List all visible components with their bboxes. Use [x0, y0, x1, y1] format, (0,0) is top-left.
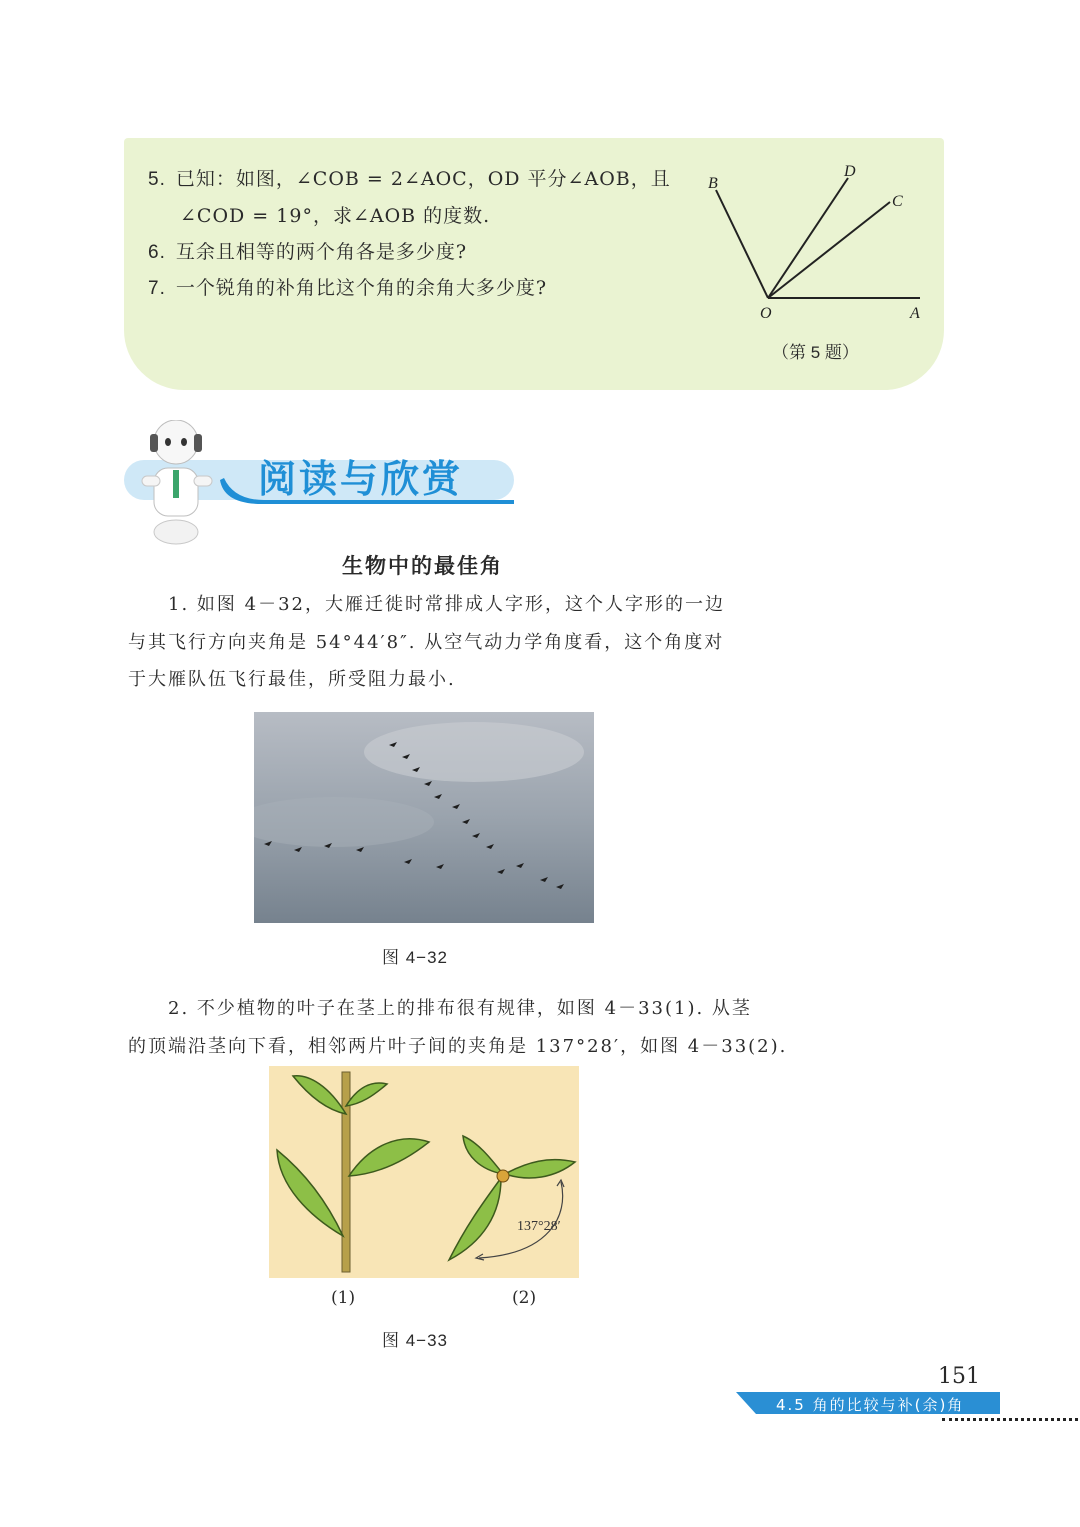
angle-label: 137°28′	[517, 1219, 561, 1234]
para1-line1: 1. 如图 4－32，大雁迁徙时常排成人字形，这个人字形的一边	[168, 594, 725, 615]
ray-ob	[716, 190, 768, 298]
para1-line3: 于大雁队伍飞行最佳，所受阻力最小.	[128, 669, 456, 690]
exercise-7	[148, 273, 547, 300]
exercise-6-number: 6.	[148, 242, 166, 263]
exercise-7-text: 一个锐角的补角比这个角的余角大多少度?	[175, 277, 548, 299]
exercise-6-text: 互余且相等的两个角各是多少度?	[175, 241, 468, 263]
mascot-icon	[142, 420, 212, 544]
figure-5-caption: （第 5 题）	[772, 343, 859, 362]
page-number: 151	[938, 1364, 980, 1389]
para2-line1: 2. 不少植物的叶子在茎上的排布很有规律，如图 4－33(1). 从茎	[168, 998, 752, 1019]
geese-photo	[254, 712, 594, 923]
para2-line2: 的顶端沿茎向下看，相邻两片叶子间的夹角是 137°28′，如图 4－33(2).	[128, 1036, 788, 1057]
label-b: B	[708, 175, 718, 192]
figure-4-32-caption: 图 4−32	[382, 948, 449, 967]
exercise-5-text: 已知：如图，∠COB = 2∠AOC，OD 平分∠AOB，且	[175, 168, 671, 190]
footer-dotted-line	[942, 1418, 1078, 1421]
exercise-5-number: 5.	[148, 169, 166, 190]
exercise-7-number: 7.	[148, 278, 166, 299]
exercise-5-line1	[148, 164, 671, 191]
label-a: A	[910, 305, 920, 322]
angle-figure-5	[700, 160, 940, 330]
reading-title: 生物中的最佳角	[342, 554, 503, 578]
label-c: C	[892, 193, 903, 210]
figure-4-33-sub1: (1)	[331, 1288, 356, 1308]
ray-od	[768, 178, 848, 298]
figure-4-33-sub2: (2)	[512, 1288, 537, 1308]
section-footer-text: 4.5 角的比较与补(余)角	[776, 1396, 965, 1414]
banner-title: 阅读与欣赏	[258, 457, 464, 501]
label-d: D	[844, 163, 856, 180]
figure-4-33-caption: 图 4−33	[382, 1331, 449, 1350]
plant-leaves-figure	[269, 1066, 579, 1278]
exercise-5-line2: ∠COD = 19°，求∠AOB 的度数.	[180, 205, 491, 227]
ray-oc	[768, 202, 890, 298]
exercise-6	[148, 237, 467, 264]
para1-line2: 与其飞行方向夹角是 54°44′8″. 从空气动力学角度看，这个角度对	[128, 632, 725, 653]
label-o: O	[760, 305, 772, 322]
